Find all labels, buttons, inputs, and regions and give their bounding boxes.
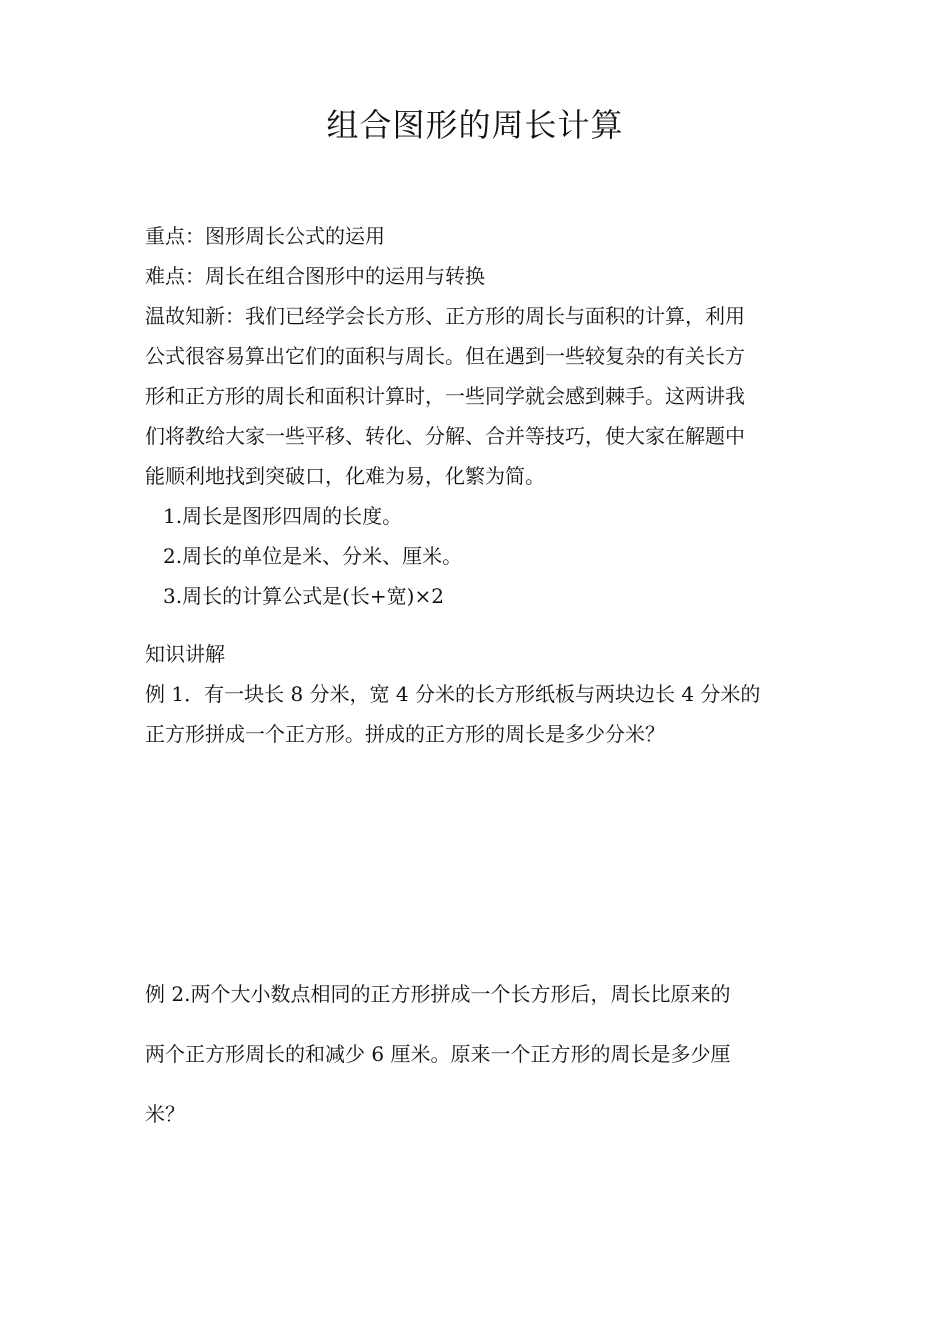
example-1-line: 正方形拼成一个正方形。拼成的正方形的周长是多少分米？	[145, 722, 665, 746]
review-line: 们将教给大家一些平移、转化、分解、合并等技巧，使大家在解题中	[145, 424, 745, 448]
example-2-line: 例 2.两个大小数点相同的正方形拼成一个长方形后，周长比原来的	[145, 982, 731, 1006]
difficulty-line: 难点：周长在组合图形中的运用与转换	[145, 264, 485, 288]
example-2-line: 两个正方形周长的和减少 6 厘米。原来一个正方形的周长是多少厘	[145, 1042, 731, 1066]
list-item: 3.周长的计算公式是(长+宽)×2	[163, 584, 444, 608]
document-title: 组合图形的周长计算	[326, 106, 624, 144]
key-points-list	[145, 496, 810, 616]
list-item: 1.周长是图形四周的长度。	[163, 504, 403, 528]
document-body	[145, 216, 810, 754]
focus-line: 重点：图形周长公式的运用	[145, 224, 385, 248]
section-heading: 知识讲解	[145, 642, 225, 666]
review-line: 公式很容易算出它们的面积与周长。但在遇到一些较复杂的有关长方	[145, 344, 745, 368]
example-1	[145, 674, 810, 754]
review-paragraph	[145, 296, 810, 496]
example-2	[145, 974, 810, 1154]
review-line: 能顺利地找到突破口，化难为易，化繁为简。	[145, 464, 545, 488]
list-item: 2.周长的单位是米、分米、厘米。	[163, 544, 463, 568]
review-line: 温故知新：我们已经学会长方形、正方形的周长与面积的计算，利用	[145, 304, 745, 328]
example-2-line: 米？	[145, 1102, 185, 1126]
review-line: 形和正方形的周长和面积计算时，一些同学就会感到棘手。这两讲我	[145, 384, 745, 408]
example-1-line: 例 1．有一块长 8 分米，宽 4 分米的长方形纸板与两块边长 4 分米的	[145, 682, 761, 706]
